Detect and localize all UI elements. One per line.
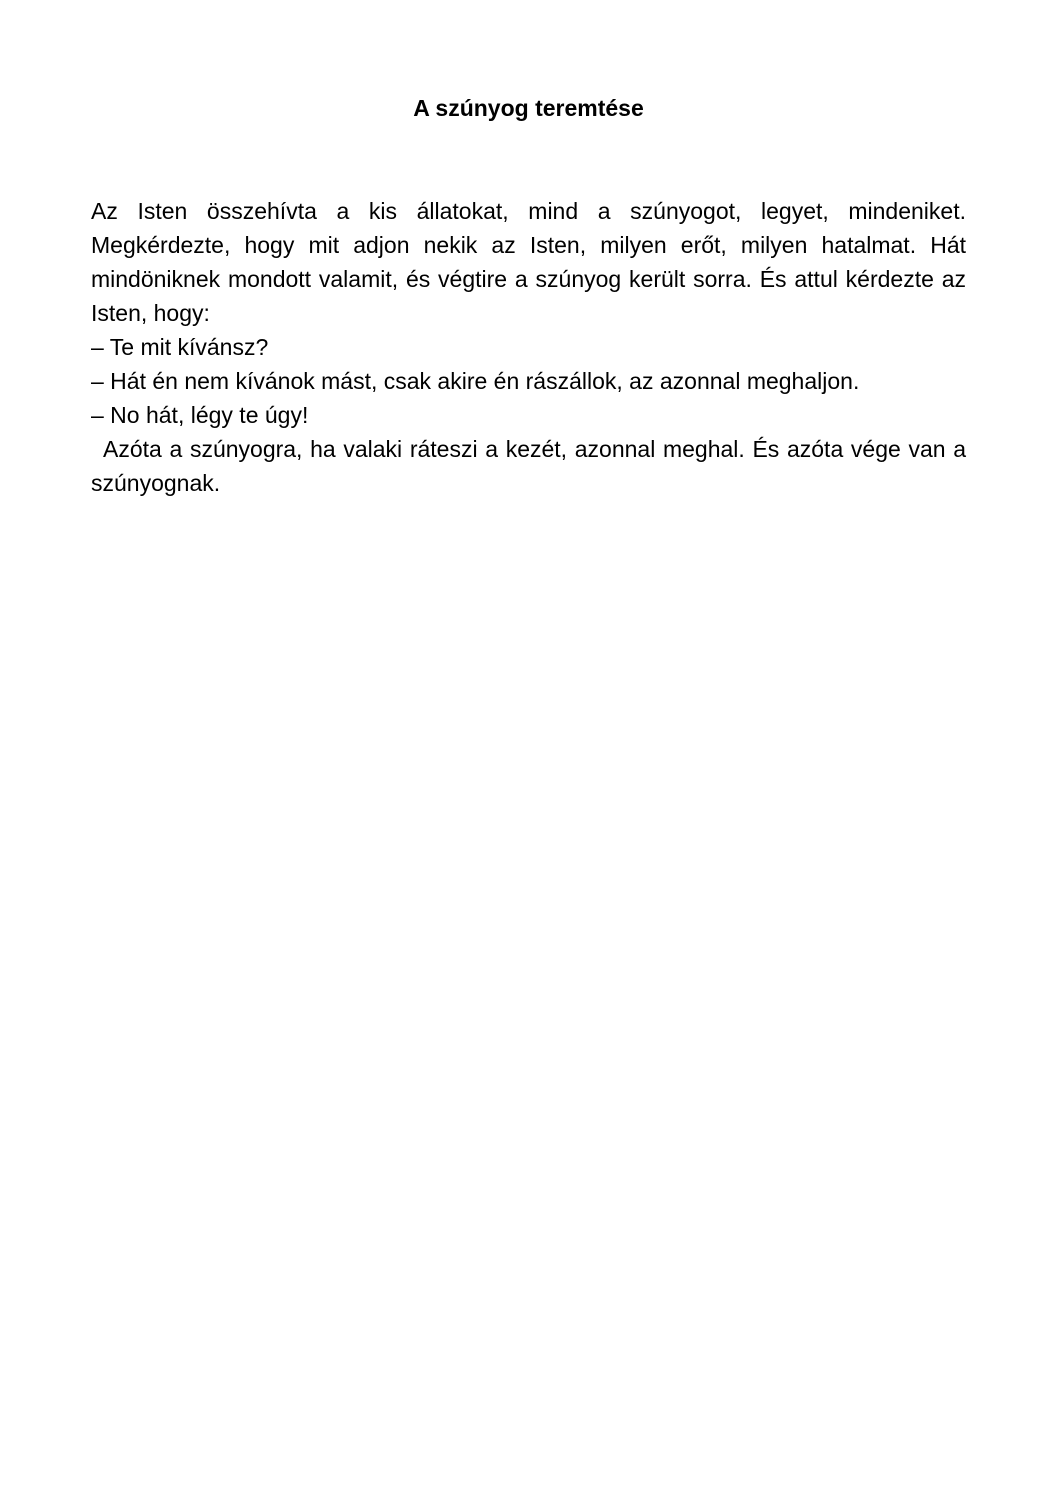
paragraph-intro: Az Isten összehívta a kis állatokat, mind a szúnyogot, legyet, mindeniket. Megkérdezte, hogy mit adjon nekik az Isten, milyen erőt, milyen hatalmat. Hát mindöniknek mondott valamit, és végtire a szúnyog került sorra. És attul kérdezte az Isten, hogy:: [91, 198, 966, 326]
dialogue-line-wish: – Hát én nem kívánok mást, csak akire én rászállok, az azonnal meghaljon.: [91, 368, 860, 394]
paragraph-ending: Azóta a szúnyogra, ha valaki ráteszi a kezét, azonnal meghal. És azóta vége van a szúnyognak.: [91, 436, 966, 496]
document-title: A szúnyog teremtése: [413, 95, 644, 121]
dialogue-line-question: – Te mit kívánsz?: [91, 334, 269, 360]
document-body: [91, 194, 966, 500]
dialogue-line-answer: – No hát, légy te úgy!: [91, 402, 309, 428]
